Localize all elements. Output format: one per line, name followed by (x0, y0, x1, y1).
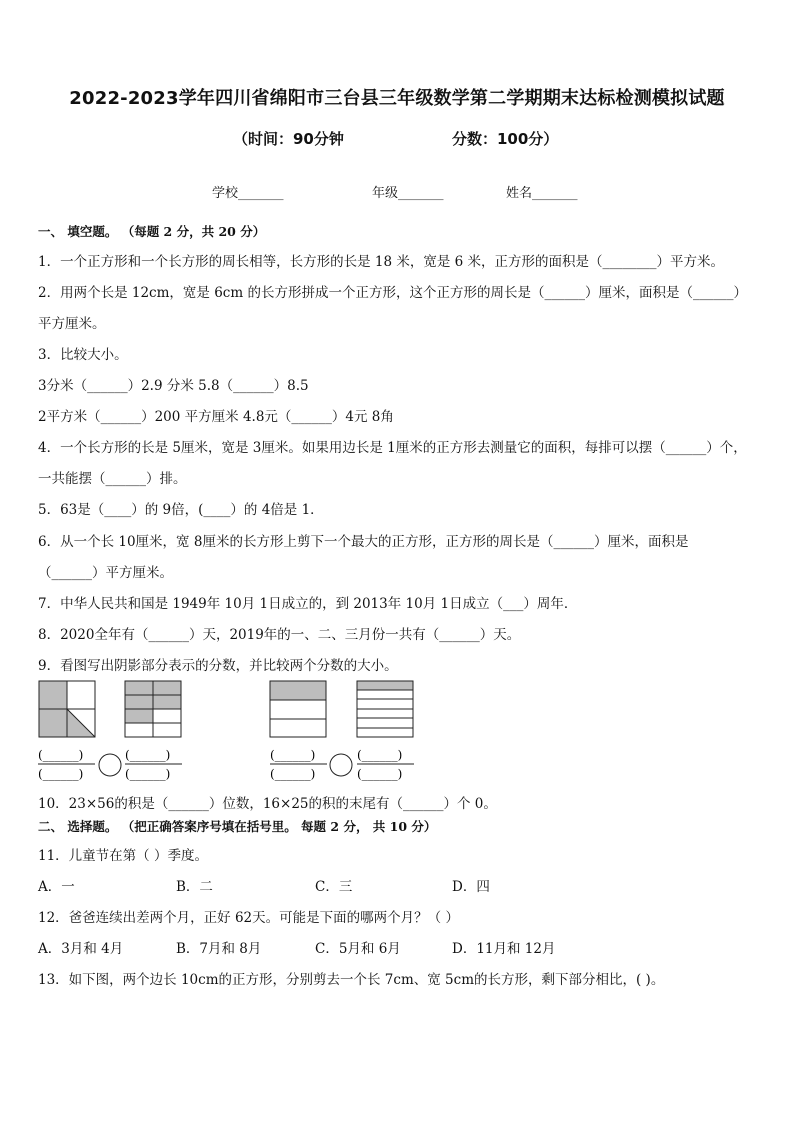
question-5: 5．63是（____）的 9倍，(____）的 4倍是 1． (38, 502, 324, 518)
score-label: 分数：100分） (452, 130, 559, 148)
question-3-row-2: 2平方米（______）200 平方厘米 4.8元（______）4元 8角 (38, 409, 394, 425)
compare-circle-2[interactable] (330, 754, 352, 776)
figure-1 (39, 681, 95, 737)
q12-option-d[interactable]: D．11月和 12月 (452, 941, 556, 957)
q12-option-b[interactable]: B．7月和 8月 (176, 941, 262, 957)
question-2: 2．用两个长是 12cm，宽是 6cm 的长方形拼成一个正方形，这个正方形的周长是（______）厘米，面积是（______） (38, 285, 747, 301)
figure-1-shade-tl (39, 681, 67, 709)
question-3-row-1: 3分米（______）2.9 分米 5.8（______）8.5 (38, 378, 309, 394)
frac-1-num[interactable]: (______) (38, 748, 84, 762)
compare-circle-1[interactable] (99, 754, 121, 776)
question-3: 3．比较大小。 (38, 347, 128, 363)
time-label: （时间：90分钟 (233, 130, 344, 148)
question-11: 11．儿童节在第（ ）季度。 (38, 848, 208, 864)
frac-3-num[interactable]: (______) (270, 748, 316, 762)
question-10: 10．23×56的积是（______）位数，16×25的积的末尾有（______）个 0。 (38, 796, 497, 812)
question-8: 8．2020全年有（______）天，2019年的一、二、三月份一共有（______）天。 (38, 627, 521, 643)
fraction-figures-svg (0, 679, 794, 789)
fraction-figures (0, 679, 794, 789)
frac-2-den[interactable]: (______) (125, 767, 171, 781)
frac-4-num[interactable]: (______) (357, 748, 403, 762)
figure-2 (125, 681, 181, 737)
q11-option-b[interactable]: B．二 (176, 879, 213, 895)
frac-1-den[interactable]: (______) (38, 767, 84, 781)
frac-3-den[interactable]: (______) (270, 767, 316, 781)
figure-1-shade-bl (39, 709, 67, 737)
question-6: 6．从一个长 10厘米，宽 8厘米的长方形上剪下一个最大的正方形，正方形的周长是（______）厘米，面积是 (38, 534, 689, 550)
q11-option-c[interactable]: C．三 (315, 879, 353, 895)
question-13: 13．如下图，两个边长 10cm的正方形，分别剪去一个长 7cm、宽 5cm的长方形，剩下部分相比，( )。 (38, 972, 665, 988)
question-6-cont: （______）平方厘米。 (38, 565, 173, 581)
q11-option-a[interactable]: A．一 (38, 879, 75, 895)
frac-2-num[interactable]: (______) (125, 748, 171, 762)
name-field[interactable]: 姓名_______ (506, 186, 578, 201)
question-4: 4．一个长方形的长是 5厘米，宽是 3厘米。如果用边长是 1厘米的正方形去测量它的面积，每排可以摆（______）个， (38, 440, 747, 456)
question-12: 12．爸爸连续出差两个月，正好 62天。可能是下面的哪两个月？（ ） (38, 910, 459, 926)
question-4-cont: 一共能摆（______）排。 (38, 471, 187, 487)
section-2-heading: 二、 选择题。 （把正确答案序号填在括号里。 每题 2 分， 共 10 分） (38, 819, 437, 834)
question-2-cont: 平方厘米。 (38, 316, 106, 332)
page-title: 2022-2023学年四川省绵阳市三台县三年级数学第二学期期末达标检测模拟试题 (69, 88, 725, 109)
question-9: 9．看图写出阴影部分表示的分数，并比较两个分数的大小。 (38, 658, 398, 674)
grade-field[interactable]: 年级_______ (372, 186, 444, 201)
school-field[interactable]: 学校_______ (212, 186, 284, 201)
q12-option-c[interactable]: C．5月和 6月 (315, 941, 401, 957)
question-1: 1．一个正方形和一个长方形的周长相等，长方形的长是 18 米，宽是 6 米，正方形的面积是（________）平方米。 (38, 254, 725, 270)
q12-option-a[interactable]: A．3月和 4月 (38, 941, 124, 957)
frac-4-den[interactable]: (______) (357, 767, 403, 781)
question-7: 7．中华人民共和国是 1949年 10月 1日成立的，到 2013年 10月 1日成立（___）周年． (38, 596, 578, 612)
q11-option-d[interactable]: D．四 (452, 879, 490, 895)
figure-3 (270, 681, 326, 737)
section-1-heading: 一、 填空题。 （每题 2 分，共 20 分） (38, 224, 266, 239)
figure-4 (357, 681, 413, 737)
